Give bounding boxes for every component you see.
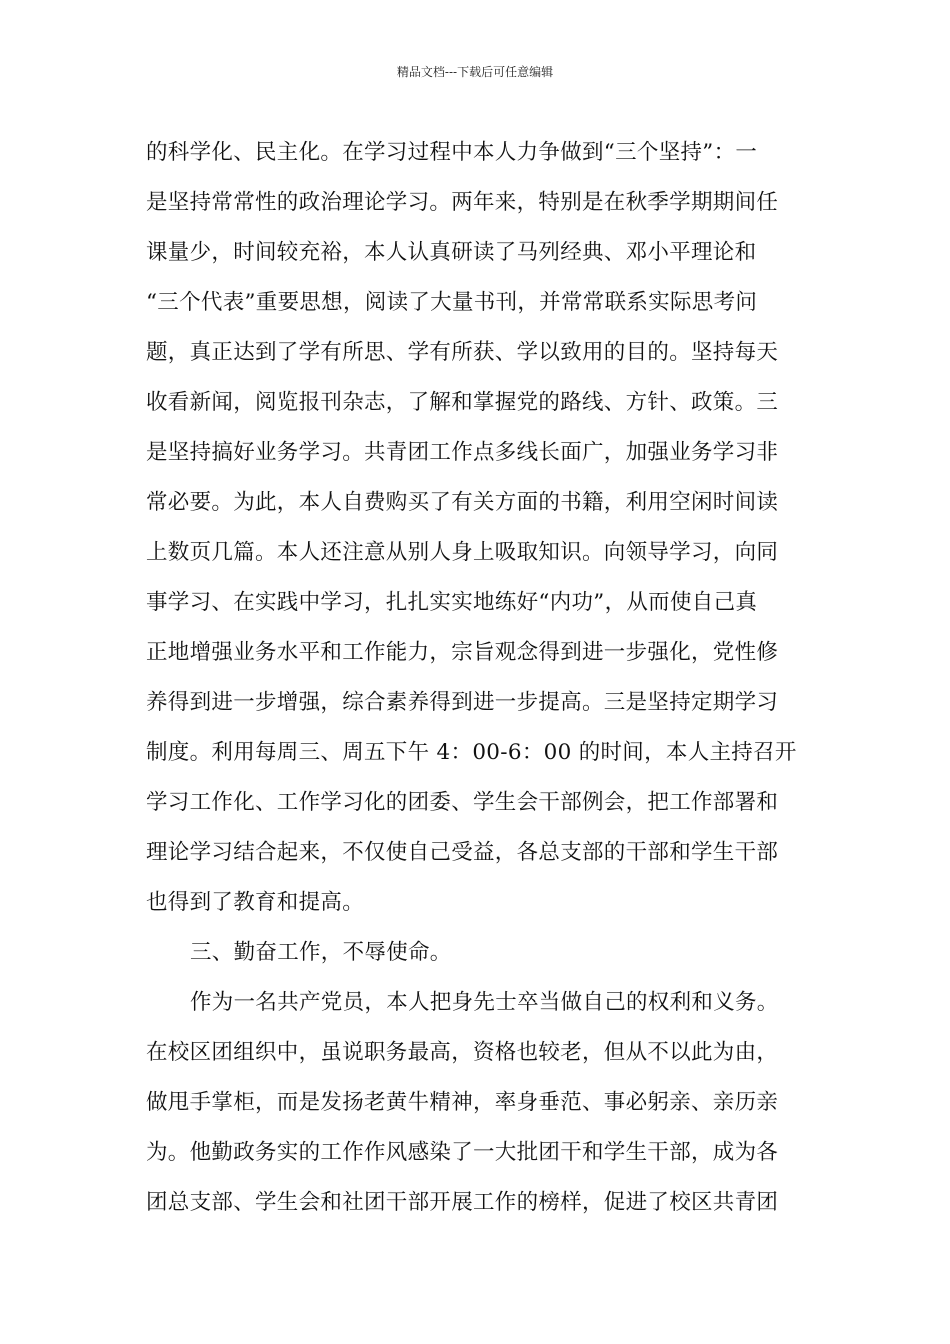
text-line: 也得到了教育和提高。 [146, 890, 365, 915]
text-line: 是坚持常常性的政治理论学习。两年来，特别是在秋季学期期间任 [146, 190, 779, 215]
text-line: 养得到进一步增强，综合素养得到进一步提高。三是坚持定期学习 [146, 690, 779, 715]
text-line: 上数页几篇。本人还注意从别人身上吸取知识。向领导学习，向同 [146, 540, 779, 565]
text-line: 作为一名共产党员，本人把身先士卒当做自己的权利和义务。 [190, 990, 779, 1015]
text-line: 为。他勤政务实的工作作风感染了一大批团干和学生干部，成为各 [146, 1140, 779, 1165]
text-line: 事学习、在实践中学习，扎扎实实地练好“内功”，从而使自己真 [146, 590, 758, 615]
text-line: 做甩手掌柜，而是发扬老黄牛精神，率身垂范、事必躬亲、亲历亲 [146, 1090, 779, 1115]
text-line: 理论学习结合起来，不仅使自己受益，各总支部的干部和学生干部 [146, 840, 779, 865]
text-line: 制度。利用每周三、周五下午 4：00-6：00 的时间，本人主持召开 [146, 740, 797, 765]
text-line: 常必要。为此，本人自费购买了有关方面的书籍，利用空闲时间读 [146, 490, 779, 515]
text-line: 团总支部、学生会和社团干部开展工作的榜样，促进了校区共青团 [146, 1190, 779, 1215]
text-line: 的科学化、民主化。在学习过程中本人力争做到“三个坚持”：一 [146, 140, 758, 165]
text-line: 是坚持搞好业务学习。共青团工作点多线长面广，加强业务学习非 [146, 440, 779, 465]
text-line: 题，真正达到了学有所思、学有所获、学以致用的目的。坚持每天 [146, 340, 779, 365]
text-line: 在校区团组织中，虽说职务最高，资格也较老，但从不以此为由， [146, 1040, 779, 1065]
text-line: 正地增强业务水平和工作能力，宗旨观念得到进一步强化，党性修 [146, 640, 779, 665]
text-line: “三个代表”重要思想，阅读了大量书刊，并常常联系实际思考问 [146, 290, 758, 315]
text-line: 收看新闻，阅览报刊杂志，了解和掌握党的路线、方针、政策。三 [146, 390, 779, 415]
document-body [146, 128, 806, 1228]
text-line: 学习工作化、工作学习化的团委、学生会干部例会，把工作部署和 [146, 790, 779, 815]
page-header: 精品文档---下载后可任意编辑 [396, 65, 554, 79]
text-line: 三、勤奋工作，不辱使命。 [190, 940, 452, 965]
text-line: 课量少，时间较充裕，本人认真研读了马列经典、邓小平理论和 [146, 240, 757, 265]
